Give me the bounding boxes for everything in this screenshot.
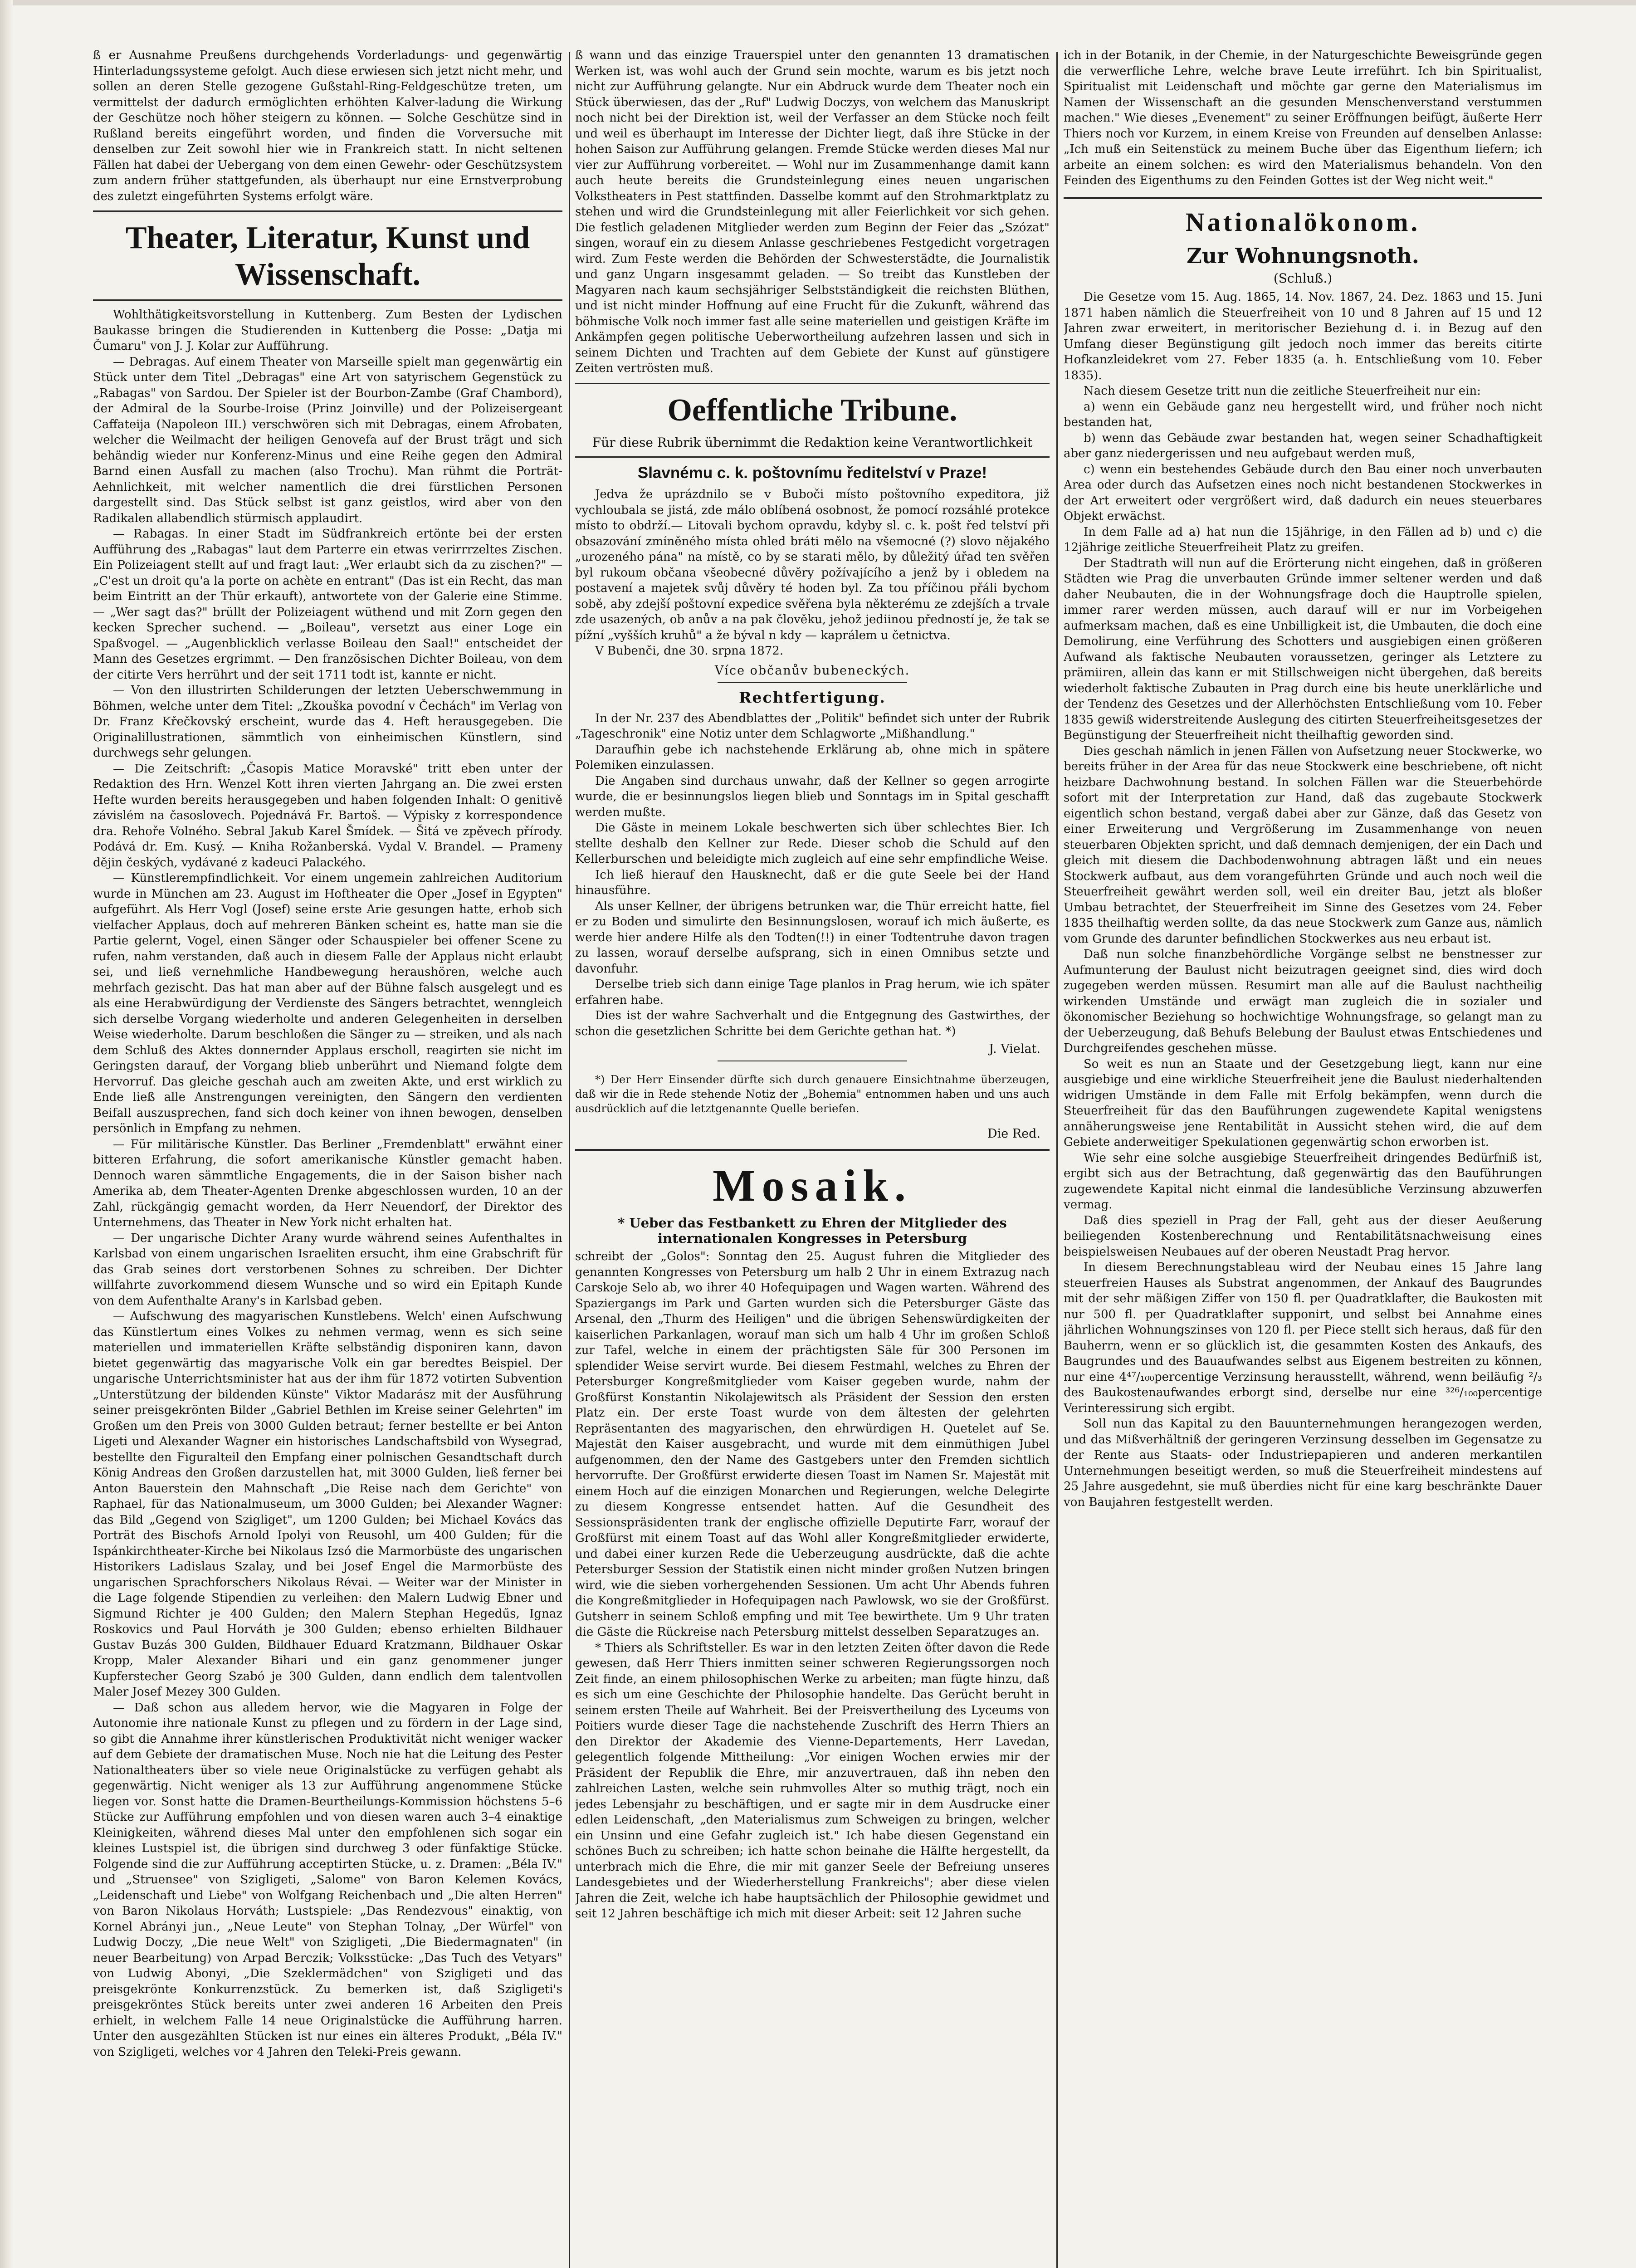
col1-para-6: — Für militärische Künstler. Das Berliner „Fremdenblatt" erwähnt einer bitteren Erfahrung, die sofort amerikanische Künstler gemacht haben. Dennoch waren sämmtliche Engagements, die in der Saison bisher nach Amerika ab, dem Theater-Agenten Drenke abgeschlossen wurden, 10 an der Zahl, rückgängig gemacht worden, da Herr Neuendorf, der Direktor des Unternehmens, das Theater in New York nicht erhalten hat. [93,1137,562,1229]
article-continuation-note: (Schluß.) [1273,271,1333,286]
col3-para-3: b) wenn das Gebäude zwar bestanden hat, wegen seiner Schadhaftigkeit aber ganz niedergerissen und neu aufgebaut werden muß, [1064,431,1542,461]
section-title-nationaloekonom: Nationalökonom. [1185,207,1420,237]
section-title-tribune: Oeffentliche Tribune. [667,392,957,428]
col3-para-2: a) wenn ein Gebäude ganz neu hergestellt wird, und früher noch nicht bestanden hat, [1064,400,1542,430]
czech-letter-signature: Více občanův bubeneckých. [714,663,910,678]
col3-intro: ich in der Botanik, in der Chemie, in der Naturgeschichte Beweisgründe gegen die verwerfliche Lehre, welche brave Leute irreführt. Ich bin Spiritualist, Spiritualist mit Leidenschaft und möchte gar gerne den Materialismus im Namen der Wissenschaft an die gesunden Menschenverstand verstummen machen." Wie dieses „Evenement" zu seiner Eröffnungen beifügt, äußerte Herr Thiers noch vor Kurzem, in einem Kreise von Freunden auf denselben Anlasse: „Ich muß ein Seitenstück zu meinem Buche über das Eigenthum liefern; ich arbeite an einem solchen: es wird den Materialismus behandeln. Von den Feinden des Eigenthums zu den Feinden Gottes ist der Weg nicht weit." [1064,49,1542,187]
col3-para-6: Der Stadtrath will nun auf die Erörterung nicht eingehen, daß in größeren Städten wie Prag die unverbauten Gründe immer seltener werden und daß daher Neubauten, die in der Wohnungsfrage doch die Hauptrolle spielen, immer rarer werden müssen, auch darauf will er nur im Vorbeigehen aufmerksam machen, daß es eine Unbilligkeit ist, die Umbauten, die doch eine Demolirung, eine Verführung des Schotters und ausgiebigen einen größeren Aufwand als faktische Neubauten voraussetzen, geringer als Letztere zu prämiiren, allein das kann er mit Stillschweigen nicht übergehen, daß bereits wiederholt faktische Zubauten in Prag durch eine bis heute unerklärliche und der Tendenz des Gesetzes und der Allerhöchsten Entschließung vom 10. Feber 1835 gewiß widerstreitende Auslegung des citirten Steuerfreiheitsgesetzes der Begünstigung der Steuerfreiheit nicht theilhaftig geworden sind. [1064,556,1542,743]
tribune-disclaimer: Für diese Rubrik übernimmt die Redaktion keine Verantwortlichkeit [592,435,1033,450]
rechtfertigung-signature: J. Vielat. [989,1042,1040,1056]
col3-para-5: In dem Falle ad a) hat nun die 15jährige, in den Fällen ad b) und c) die 12jährige zeitliche Steuerfreiheit Platz zu greifen. [1064,525,1542,555]
col2-rule-under-tribune [575,456,1050,458]
rechtfertigung-para-3: Die Gäste in meinem Lokale beschwerten sich über schlechtes Bier. Ich stellte deshalb den Kellner zur Rede. Dieser schob die Schuld auf den Kellerburschen und beleidigte mich zugleich auf eine sehr empfindliche Weise. [575,821,1050,866]
col1-para-3: — Von den illustrirten Schilderungen der letzten Ueberschwemmung in Böhmen, welche unter dem Titel: „Zkouška povodní v Čechách" im Verlag von Dr. Franz Křečkovský erscheint, wurde das 4. Heft herausgegeben. Die Originalillustrationen, sämmtlich von einheimischen Künstlern, sind durchwegs sehr gelungen. [93,684,562,760]
col3-para-4: c) wenn ein bestehendes Gebäude durch den Bau einer noch unverbauten Area oder durch das Aufsetzen eines noch nicht bestandenen Stockwerkes in der Art erweitert oder vergrößert wird, daß dadurch ein neues steuerbares Objekt erwächst. [1064,462,1542,523]
col2-rule-before-mosaik [575,1149,1050,1151]
col1-para-8: — Aufschwung des magyarischen Kunstlebens. Welch' einen Aufschwung das Künstlertum eines Volkes zu nehmen vermag, wenn es sich seine materiellen und immateriellen Kräfte selbständig disponiren kann, davon bietet gegenwärtig das magyarische Volk ein gar beredtes Beispiel. Der ungarische Unterrichtsminister hat aus der ihm für 1872 votirten Subvention „Unterstützung der bildenden Künste" Viktor Madarász mit der Ausführung seiner preisgekrönten Bilder „Gabriel Bethlen im Kreise seiner Gelehrten" im Großen um den Preis von 3000 Gulden betraut; ferner bestellte er bei Anton Ligeti und Alexander Wagner ein historisches Landschaftsbild von Wysegrad, bestellte den Figuralteil den Empfang einer polnischen Gesandtschaft durch König Andreas den Großen darzustellen hat, mit 3000 Gulden, ließ ferner bei Anton Bauerstein den Mahnschaft „Die Reise nach dem Gerichte" von Raphael, für das Nationalmuseum, um 3000 Gulden; bei Alexander Wagner: das Bild „Gegend von Szigliget", um 1200 Gulden; bei Michael Kovács das Porträt des Bischofs Arnold Ipolyi von Reusohl, um 400 Gulden; für die Ispánkirchtheater-Kirche bei Nikolaus Izsó die Marmorbüste des ungarischen Historikers Ladislaus Szalay, und bei Josef Engel die Marmorbüste des ungarischen Sprachforschers Nikolaus Révai. — Weiter war der Minister in die Lage folgende Stipendien zu verleihen: den Malern Ludwig Ebner und Sigmund Richter je 400 Gulden; den Malern Stephan Hegedűs, Ignaz Roskovics und Paul Horváth je 300 Gulden; ebenso erhielten Bildhauer Gustav Buzás 300 Gulden, Bildhauer Eduard Kratzmann, Bildhauer Oskar Kropp, Maler Alexander Bihari und ein ganz genommener junger Kupferstecher Georg Szabó je 300 Gulden, dann endlich dem talentvollen Maler Josef Mezey 300 Gulden. [93,1310,562,1699]
col3-para-8: Daß nun solche finanzbehördliche Vorgänge selbst ne benstnesser zur Aufmunterung der Baulust nicht beizutragen geeignet sind, dies wird doch zugegeben werden müssen. Resumirt man alle auf die Baulust nachtheilig wirkenden Umstände und erwägt man zugleich die in sozialer und ökonomischer Beziehung so hochwichtige Wohnungsfrage, so gelangt man zu der Ueberzeugung, daß Behufs Belebung der Baulust etwas Entschiedenes und Durchgreifendes geschehen müsse. [1064,948,1542,1056]
col3-rule-top [1064,197,1542,199]
col1-rule-under-title [93,299,562,301]
page-top-edge [0,0,1636,5]
mosaik-para-0: schreibt der „Golos": Sonntag den 25. August fuhren die Mitglieder des genannten Kongresses von Petersburg um halb 2 Uhr in einem Extrazug nach Carskoje Selo ab, wo ihrer 40 Hofequipagen und Wagen warten. Während des Spaziergangs im Park und Garten wurden sich die Petersburger Gäste das Arsenal, den „Thurm des Heiligen" und die übrigen Sehenswürdigkeiten der kaiserlichen Parkanlagen, worauf man sich um halb 4 Uhr im großen Schloß zur Tafel, welche in einem der prächtigsten Säle für 300 Personen im splendider Weise servirt wurde. Bei diesem Festmahl, welches zu Ehren der Petersburger Kongreßmitglieder vom Kaiser gegeben wurde, nahm der Großfürst Konstantin Nikolajewitsch als Präsident der Session den ersten Platz ein. Der erste Toast wurde von dem ältesten der gelehrten Repräsentanten des magyarischen, den ehrwürdigen H. Quetelet auf Se. Majestät den Kaiser ausgebracht, und wurde mit dem einmüthigen Jubel aufgenommen, den der Name des Gastgebers unter den Fremden sichtlich hervorrufte. Der Großfürst erwiderte diesen Toast im Namen Sr. Majestät mit einem Hoch auf die einzigen Monarchen und Regierungen, welche Delegirte zu diesem Kongresse entsendet hatten. Auf die Gesundheit des Sessionspräsidenten trank der englische offizielle Deputirte Farr, worauf der Großfürst mit einem Toast auf das Wohl aller Kongreßmitglieder erwiderte, und dabei einer kurzen Rede die Ueberzeugung ausdrückte, daß die achte Petersburger Session der Statistik einen nicht minder großen Nutzen bringen wird, wie die sieben vorhergehenden Sessionen. Um acht Uhr Abends fuhren die Kongreßmitglieder in Hofequipagen nach Pawlowsk, wo sie der Großfürst. Gutsherr in seinem Schloß empfing und mit Tee bewirthete. Um 9 Uhr traten die Gäste die Rückreise nach Petersburg mittelst desselben Separatzuges an. [575,1250,1050,1639]
col3-para-0: Die Gesetze vom 15. Aug. 1865, 14. Nov. 1867, 24. Dez. 1863 und 15. Juni 1871 haben nämlich die Steuerfreiheit von 10 und 8 Jahren auf 15 und 12 Jahren zwar erweitert, in meritorischer Beziehung d. i. in Bezug auf den Umfang dieser Begünstigung gilt jedoch noch immer das bereits citirte Hofkanzleidekret vom 27. Feber 1835 (a. h. Entschließung vom 10. Feber 1835). [1064,290,1542,382]
article-title-wohnungsnoth: Zur Wohnungsnoth. [1187,244,1419,269]
column-rule-1 [569,52,570,2268]
rechtfertigung-para-4: Ich ließ hierauf den Hausknecht, daß er die gute Seele bei der Hand hinausführe. [575,868,1050,897]
column-2 [575,48,1050,2268]
col1-para-4: — Die Zeitschrift: „Časopis Matice Moravské" tritt eben unter der Redaktion des Hrn. Wenzel Kott ihren vierten Jahrgang an. Die zwei ersten Hefte wurden bereits herausgegeben und haben folgenden Inhalt: O genitivě závislém na časoslovech. Pojednává Fr. Bartoš. — Výpisky z korrespondence dra. Rehoře Volného. Sebral Jakub Karel Šmídek. — Šitá ve zpěvech přírody. Podává dr. Em. Kusý. — Kniha Rožanberská. Vydal V. Brandel. — Prameny dějin českých, vydávané z kadeuci Palackého. [93,762,562,870]
column-3 [1064,48,1542,2268]
column-1 [93,48,562,2268]
rechtfertigung-para-7: Dies ist der wahre Sachverhalt und die Entgegnung des Gastwirthes, der schon die gesetzlichen Schritte bei dem Gerichte gethan hat. *) [575,1009,1050,1038]
col3-para-1: Nach diesem Gesetze tritt nun die zeitliche Steuerfreiheit nur ein: [1084,384,1481,398]
rechtfertigung-para-6: Derselbe trieb sich dann einige Tage planlos in Prag herum, wie ich später erfahren habe. [575,978,1050,1007]
col1-para-0: Wohlthätigkeitsvorstellung in Kuttenberg. Zum Besten der Lydischen Baukasse bringen die Studierenden in Kuttenberg die Posse: „Datja mi Čumaru" von J. J. Kolar zur Aufführung. [93,308,562,353]
mosaik-article-heading: * Ueber das Festbankett zu Ehren der Mitglieder des internationalen Kongresses in Petersburg [618,1215,1007,1246]
col2-rule-short [718,682,907,683]
col1-para-5: — Künstlerempfindlichkeit. Vor einem ungemein zahlreichen Auditorium wurde in München am 23. August im Hoftheater die Oper „Josef in Egypten" aufgeführt. Als Herr Vogl (Josef) seine erste Arie gesungen hatte, erhob sich vielfacher Applaus, doch auf mehreren Bänken scheint es, hatte man sie die Partie gelernt, Vogel, einen Sänger oder Schauspieler bei offener Scene zu rufen, nahm verstanden, daß auch in diesem Falle der Applaus nicht erlaubt sei, und ließ vernehmliche Handbewegung heraushören, welche auch mehrfach gezischt. Das hat man aber auf der Bühne falsch ausgelegt und es als eine Herabwürdigung der Verdienste des Sängers betrachtet, wenngleich sich derselbe Vorgang wiederholte und anderen Gelegenheiten in derselben Weise wiederholte. Darum beschloßen die Sänger zu — streiken, und als nach dem Schluß des Aktes donnernder Applaus erscholl, reagirten sie nicht im Geringsten darauf, der Vorgang blieb unberührt und Niemand folgte dem Hervorruf. Das gleiche geschah auch am zweiten Akte, und erst wirklich zu Ende ließ alle Anstrengungen vereinigten, den Sängern den verdienten Beifall auszusprechen, fand sich doch keiner von ihnen bewogen, denselben persönlich in Empfang zu nehmen. [93,871,562,1135]
column-rule-2 [1056,52,1058,2268]
czech-letter-heading: Slavnému c. k. poštovnímu ředitelství v Praze! [637,464,987,482]
col1-para-2: — Rabagas. In einer Stadt im Südfrankreich ertönte bei der ersten Aufführung des „Rabagas" laut dem Parterre ein etwas verirrrzeltes Zischen. Ein Polizeiagent stellt auf und fragt laut: „Wer erlaubt sich da zu zischen?" — „C'est un droit qu'a la porte on achète en entrant" (Das ist ein Recht, das man beim Eintritt an der Thür erkauft), antwortete von der Galerie eine Stimme. — „Wer sagt das?" brüllt der Polizeiagent wüthend und mit Zorn gegen den kecken Sprecher suchend. — „Boileau", versetzt aus einer Loge ein Spaßvogel. — „Augenblicklich verlasse Boileau den Saal!" entscheidet der Mann des Gesetzes ergrimmt. — Den französischen Dichter Boileau, von dem der citirte Vers herrührt und der seit 1711 todt ist, kannte er nicht. [93,527,562,682]
col2-intro: ß wann und das einzige Trauerspiel unter den genannten 13 dramatischen Werken ist, was wohl auch der Grund sein mochte, warum es bis jetzt noch nicht zur Aufführung gelangte. Nur ein Abdruck wurde dem Theater noch ein Stück überwiesen, das der „Ruf" Ludwig Doczys, von welchem das Manuskript noch nicht bei der Direktion ist, weil der Verfasser an dem Stücke noch feilt und weil es überhaupt im Interesse der Dichter liegt, daß ihre Stücke in der hohen Saison zur Aufführung gelangen. Fremde Stücke werden dieses Mal nur vier zur Aufführung vorbereitet. — Wohl nur im Zusammenhange damit kann auch heute bereits die Grundsteinlegung eines neuen ungarischen Volkstheaters in Pest stattfinden. Dasselbe kommt auf den Strohmarktplatz zu stehen und wird die Grundsteinlegung mit aller Feierlichkeit vor sich gehen. Die festlich geladenen Mitglieder werden zum Beginn der Feier das „Szózat" singen, worauf ein zu diesem Anlasse geschriebenes Festgedicht vorgetragen wird. Zum Feste werden die Behörden der Schwesterstädte, die Journalistik und ganz Ungarn insgesammt geladen. — So treibt das Kunstleben der Magyaren nach kaum sechsjähriger Selbstständigkeit die reichsten Blüthen, und ist nicht minder Hoffnung auf eine Frucht für die Zukunft, während das böhmische Volk noch immer fast alle seine materiellen und geistigen Kräfte im Ankämpfen gegen politische Ueberwortheilung aufzehren lassen und sich in seinem Dichten und Trachten auf dem Gebiete der Kunst auf günstigere Zeiten vertrösten muß. [575,49,1050,375]
col3-para-9: So weit es nun an Staate und der Gesetzgebung liegt, kann nur eine ausgiebige und eine wirkliche Steuerfreiheit jene die Baulust niederhaltenden widrigen Umstände in dem Falle mit Erfolg bekämpfen, wenn durch die Steuerfreiheit für das den Bauführungen zugewendete Kapital wenigstens annäherungsweise jene Rentabilität in Aussicht stehen wird, die auf dem Gebiete anderweitiger Spekulationen gegenwärtig schon erworben ist. [1064,1057,1542,1149]
section-title-theater: Theater, Literatur, Kunst und Wissenschaft. [125,220,530,292]
czech-letter-place: V Bubenči, dne 30. srpna 1872. [595,644,784,658]
scan-edge-left [0,0,13,2268]
col3-para-12: In diesem Berechnungstableau wird der Neubau eines 15 Jahre lang steuerfreien Hauses als Substrat angenommen, der Ankauf des Baugrundes mit der sehr mäßigen Ziffer von 150 fl. per Quadratklafter, die Baukosten mit nur 500 fl. per Quadratklafter supponirt, und selbst bei Annahme eines jährlichen Wohnungszinses von 120 fl. per Piece stellt sich heraus, daß für den Bauherrn, wenn er so glücklich ist, die gesammten Kosten des Ankaufs, des Baugrundes und des Bauaufwandes selbst aus Eigenem bestreiten zu können, nur eine 4⁴⁷/₁₀₀percentige Verzinsung herausstellt, während, wenn beiläufig ²/₃ des Baukostenaufwandes erborgt sind, derselbe nur eine ³²⁶/₁₀₀percentige Verinteressirung sich ergibt. [1064,1261,1542,1415]
col3-para-13: Soll nun das Kapital zu den Bauunternehmungen herangezogen werden, und das Mißverhältniß der geringeren Verzinsung desselben im Gegensatze zu der Rente aus Staats- oder Industriepapieren und anderen merkantilen Unternehmungen beseitigt werden, so muß die Steuerfreiheit mindestens auf 25 Jahre ausgedehnt, sie muß überdies nicht für eine karg beschränkte Dauer von Baujahren festgestellt werden. [1064,1417,1542,1509]
rechtfertigung-title: Rechtfertigung. [739,688,886,706]
rechtfertigung-para-0: In der Nr. 237 des Abendblattes der „Politik" befindet sich unter der Rubrik „Tageschronik" eine Notiz unter dem Schlagworte „Mißhandlung." [575,711,1050,741]
section-title-mosaik: Mosaik. [713,1160,912,1211]
col2-rule-top [575,383,1050,384]
col1-para-7: — Der ungarische Dichter Arany wurde während seines Aufenthaltes in Karlsbad von einem ungarischen Israeliten ersucht, ihm eine Grabschrift für das Grab seines dort verstorbenen Sohnes zu schreiben. Der Dichter willfahrte zuvorkommend diesem Wunsche und so wird ein Epitaph Kunde von dem Aufenthalte Arany's in Karlsbad geben. [93,1231,562,1308]
col3-para-7: Dies geschah nämlich in jenen Fällen von Aufsetzung neuer Stockwerke, wo bereits früher in der Area für das neue Stockwerk eine beschriebene, oft nicht heizbare Dachwohnung bestand. In solchen Fällen war die Steuerbehörde sofort mit der Interpretation zur Hand, daß das zugebaute Stockwerk eigentlich schon bestand, vergaß dabei aber zur Gänze, daß das Gesetz von einer Erweiterung und Vergrößerung im Zusammenhange von neuen steuerbaren Objekten spricht, und daß demnach demjenigen, der ein Dach und gleich mit diesem die Dachbodenwohnung abtragen läßt und ein neues Stockwerk aufbaut, aus dem vorangeführten Gründe und auch noch weil die Steuerfreiheit gewährt werden soll, weil ein dreiter Bau, jetzt als bloßer Umbau betrachtet, der Steuerfreiheit im Sinne des Gesetzes vom 24. Feber 1835 theilhaftig werden sollte, da das neue Stockwerk zum Ganze aus, nämlich vom Grunde des darunter befindlichen Stockwerkes aus neu erbaut ist. [1064,744,1542,946]
col1-intro: ß er Ausnahme Preußens durchgehends Vorderladungs- und gegenwärtig Hinterladungssysteme gefolgt. Auch diese erwiesen sich jetzt nicht mehr, und sollen an deren Stelle gezogene Gußstahl-Ring-Feldgeschütze treten, um vermittelst der dadurch ermöglichten erhöhten Kalver-ladung die Wirkung der Geschütze noch höher steigern zu können. — Solche Geschütze sind in Rußland bereits eingeführt worden, und finden die Vorversuche mit denselben zur Zeit sowohl hier wie in Frankreich statt. In nicht seltenen Fällen hat dabei der Uebergang von dem einen Gewehr- oder Geschützsystem zum andern früher stattgefunden, als überhaupt nur eine Ernstverprobung des zuletzt eingeführten Systems erfolgt wäre. [93,49,562,203]
editor-footnote-signature: Die Red. [987,1127,1040,1141]
editor-footnote: *) Der Herr Einsender dürfte sich durch genauere Einsichtnahme überzeugen, daß wir die in Rede stehende Notiz der „Bohemia" entnommen haben und uns auch ausdrücklich auf die letztgenannte Quelle beriefen. [575,1073,1050,1115]
col1-rule-top [93,210,562,212]
col3-para-11: Daß dies speziell in Prag der Fall, geht aus der dieser Aeußerung beiliegenden Kostenberechnung und Rentabilitätsnachweisung eines beispielsweisen Neubaues auf der oberen Neustadt Prag hervor. [1064,1213,1542,1259]
rechtfertigung-para-5: Als unser Kellner, der übrigens betrunken war, die Thür erreicht hatte, fiel er zu Boden und simulirte den Besinnungslosen, worauf ich mich äußerte, es werde hier andere Hilfe als den Todten(!!) in einer Todtentruhe davon tragen zu lassen, worauf derselbe aufsprang, sich in einen Omnibus setzte und davonfuhr. [575,899,1050,976]
rechtfertigung-para-2: Die Angaben sind durchaus unwahr, daß der Kellner so gegen arrogirte wurde, die er besinnungslos liegen blieb und Sonntags im in Spital geschafft werden mußte. [575,774,1050,819]
czech-letter-body: Jedva že uprázdnilo se v Buboči místo poštovního expeditora, již vychloubala se jistá, zde málo oblíbená osobnost, že pomocí rozsáhlé protekce místo to obdrží.— Litovali bychom opravdu, kdyby sl. c. k. pošt řed telství při obsazování zmíněného místa ohled bráti mělo na všemocné (?) slovo nějakého „urozeného pána" na místě, co by se starati mělo, by důležitý úřad ten svěřen byl rukoum občana všeobecné důvěry požívajícího a jenž by i obledem na postavení a majetek svůj důvěry té hoden byl. Za tou příčinou přáli bychom sobě, aby zdejší poštovní expedice svěřena byla některému ze zdejších a trvale zde usazených, ob anův a na pak člověku, jehož jediinou předností je, že tak se pížní „vyšších kruhů" a že býval n kdy — kaprálem u četnictva. [575,488,1050,642]
mosaik-para-1: * Thiers als Schriftsteller. Es war in den letzten Zeiten öfter davon die Rede gewesen, daß Herr Thiers inmitten seiner schweren Regierungssorgen noch Zeit finde, an einem philosophischen Werke zu arbeiten; man fügte hinzu, daß es sich um eine Geschichte der Philosophie handelte. Das Gerücht beruht in seinem ersten Theile auf Wahrheit. Bei der Preisvertheilung des Lyceums von Poitiers wurde dieser Tage die nachstehende Zuschrift des Herrn Thiers an den Direktor der Akademie des Vienne-Departements, Herr Lavedan, gelegentlich folgende Mittheilung: „Vor einigen Wochen erwies mir der Präsident der Republik die Ehre, mir anzuvertrauen, daß ihn neben den zahlreichen Lasten, welche sein ruhmvolles Alter so muthig trägt, noch ein jedes Lebensjahr zu beschäftigen, und er sagte mir in dem Ausdrucke einer edlen Leidenschaft, „den Materialismus zum Schweigen zu bringen, welcher ein Unsinn und eine Gefahr zugleich ist." Ich habe diesen Gegenstand ein schönes Buch zu schreiben; ich hatte schon beinahe die Hälfte hergestellt, da unterbrach mich die Ehre, die mir mit ganzer Seele der Befreiung unseres Landesgebietes und der Wiederherstellung Frankreichs"; aber diese vielen Jahren die Zeit, welche ich habe hauptsächlich der Philosophie gewidmet und seit 12 Jahren beschäftige ich mich mit dieser Arbeit: seit 12 Jahren suche [575,1641,1050,1921]
col3-para-10: Wie sehr eine solche ausgiebige Steuerfreiheit dringendes Bedürfniß ist, ergibt sich aus der Betrachtung, daß gegenwärtig das den Bauführungen zugewendete Kapital nicht einmal die landesübliche Verzinsung abzuwerfen vermag. [1064,1151,1542,1212]
col1-para-1: — Debragas. Auf einem Theater von Marseille spielt man gegenwärtig ein Stück unter dem Titel „Debragas" eine Art von satyrischem Gegenstück zu „Rabagas" von Sardou. Der Spieler ist der Bourbon-Zambe (Graf Chambord), der Admiral de la Sourbe-Iroise (Prinz Joinville) und der Polizeisergeant Caffateija (Napoleon III.) verschwören sich mit Debragas, einem Afrobaten, welcher die Weilmacht der heiligen Genovefa auf der Brust trägt und sich behändig wieder nur Konferenz-Minus und eine Reihe gegen den Admiral Barnd einen Ausfall zu machen (also Trochu). Man rühmt die Porträt-Aehnlichkeit, mit welcher namentlich die drei fürstlichen Personen dargestellt sind. Das Stück selbst ist ganz geistlos, wird aber von den Radikalen allabendlich stürmisch applaudirt. [93,355,562,525]
col1-para-9: — Daß schon aus alledem hervor, wie die Magyaren in Folge der Autonomie ihre nationale Kunst zu pflegen und zu fördern in der Lage sind, so gibt die Annahme ihrer künstlerischen Produktivität nicht weniger wacker auf dem Gebiete der dramatischen Muse. Noch nie hat die Leitung des Pester Nationaltheaters über so viele neue Originalstücke zu verfügen gehabt als gegenwärtig. Nicht weniger als 13 zur Aufführung angenommene Stücke liegen vor. Sonst hatte die Dramen-Beurtheilungs-Kommission höchstens 5–6 Stücke zur Aufführung empfohlen und von diesen waren auch 3–4 einaktige Kleinigkeiten, während dieses Mal unter den empfohlenen sich sogar ein kleines Lustspiel ist, die übrigen sind durchweg 3 oder fünfaktige Stücke. Folgende sind die zur Aufführung acceptirten Stücke, u. z. Dramen: „Béla IV." und „Struensee" von Szigligeti, „Salome" von Baron Kelemen Kovács, „Leidenschaft und Liebe" von Wolfgang Reichenbach und „Die alten Herren" von Baron Nikolaus Horváth; Lustspiele: „Das Rendezvous" einaktig, von Kornel Abrányi jun., „Neue Leute" von Stephan Tolnay, „Der Würfel" von Ludwig Doczy, „Die neue Welt" von Szigligeti, „Die Biedermagnaten" (in neuer Bearbeitung) von Arpad Berczik; Volksstücke: „Das Tuch des Vetyars" von Ludwig Abonyi, „Die Szeklermädchen" von Szigligeti und das preisgekrönte Konkurrenzstück. Zu bemerken ist, daß Szigligeti's preisgekröntes Stück bereits unter zwei anderen 16 Arbeiten den Preis erhielt, in welchem Falle 14 neue Originalstücke die Aufführung harren. Unter den ausgezählten Stücken ist nur eines ein älteres Produkt, „Béla IV." von Szigligeti, welches vor 4 Jahren den Teleki-Preis gewann. [93,1701,562,2059]
rechtfertigung-para-1: Daraufhin gebe ich nachstehende Erklärung ab, ohne mich in spätere Polemiken einzulassen. [575,743,1050,772]
